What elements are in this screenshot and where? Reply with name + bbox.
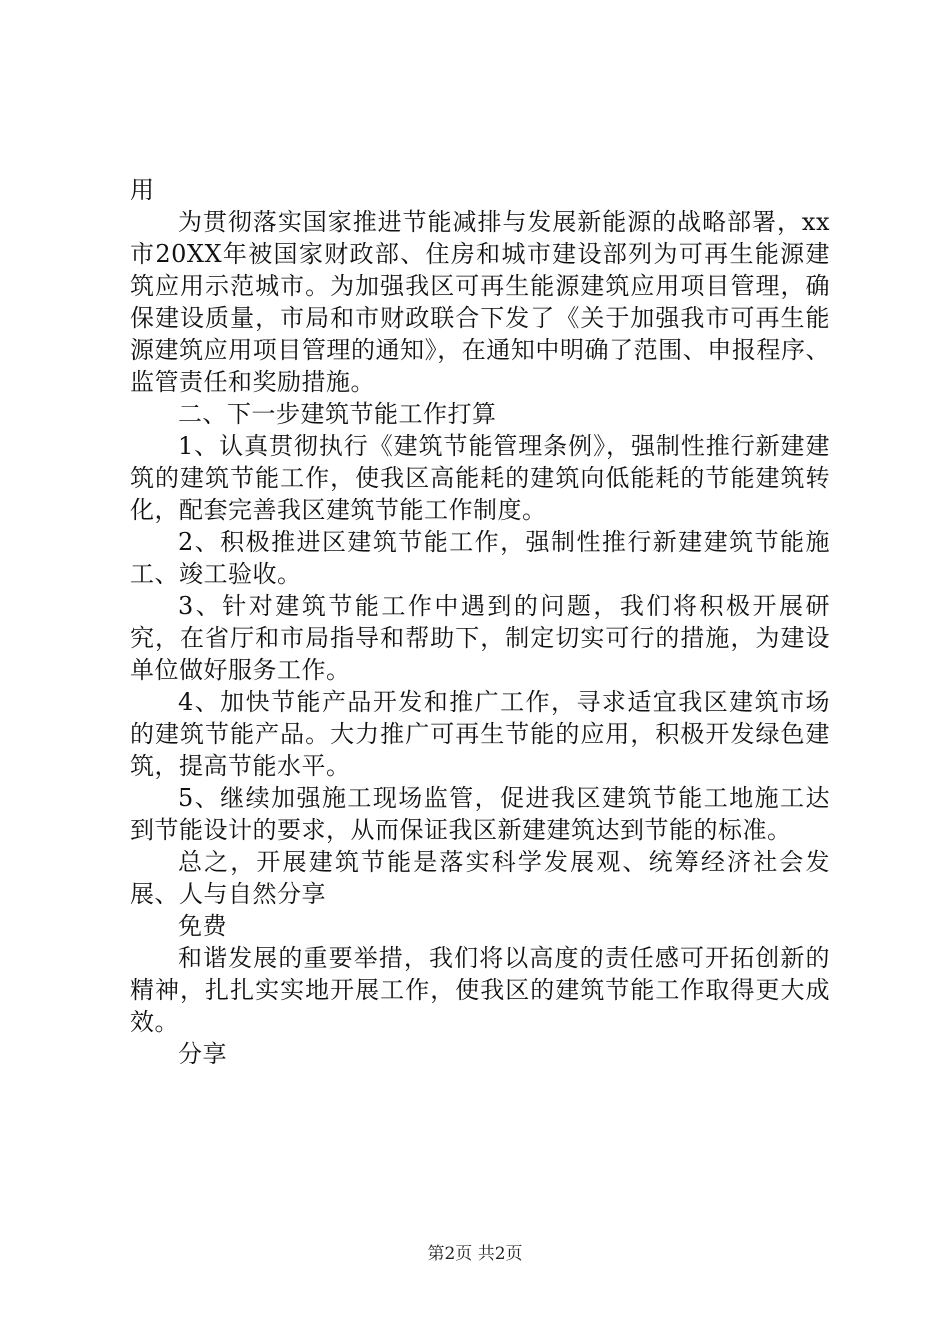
list-item-4: 4、加快节能产品开发和推广工作，寻求适宜我区建筑市场的建筑节能产品。大力推广可再生节能的应用，积极开发绿色建筑，提高节能水平。: [130, 688, 830, 780]
paragraph-conclusion: 总之，开展建筑节能是落实科学发展观、统筹经济社会发展、人与自然分享: [130, 848, 830, 908]
paragraph-conclusion-continued: 和谐发展的重要举措，我们将以高度的责任感可开拓创新的精神，扎扎实实地开展工作，使我区的建筑节能工作取得更大成效。: [130, 944, 830, 1036]
list-item-3: 3、针对建筑节能工作中遇到的问题，我们将积极开展研究，在省厅和市局指导和帮助下，制定切实可行的措施，为建设单位做好服务工作。: [130, 592, 830, 684]
list-item-2: 2、积极推进区建筑节能工作，强制性推行新建建筑节能施工、竣工验收。: [130, 528, 830, 588]
paragraph-continuation: 用: [130, 176, 155, 204]
paragraph-demonstration-city: 为贯彻落实国家推进节能减排与发展新能源的战略部署，xx市20XX年被国家财政部、住房和城市建设部列为可再生能源建筑应用示范城市。为加强我区可再生能源建筑应用项目管理，确保建设质量，市局和市财政联合下发了《关于加强我市可再生能源建筑应用项目管理的通知》，在通知中明确了范围、申报程序、监管责任和奖励措施。: [130, 208, 830, 396]
section-heading-next-steps: 二、下一步建筑节能工作打算: [178, 400, 497, 428]
page-number-footer: 第2页 共2页: [427, 1244, 523, 1264]
list-item-5: 5、继续加强施工现场监管，促进我区建筑节能工地施工达到节能设计的要求，从而保证我区新建建筑达到节能的标准。: [130, 784, 830, 844]
paragraph-free: 免费: [178, 912, 227, 940]
list-item-1: 1、认真贯彻执行《建筑节能管理条例》，强制性推行新建建筑的建筑节能工作，使我区高能耗的建筑向低能耗的节能建筑转化，配套完善我区建筑节能工作制度。: [130, 432, 830, 524]
document-body: [130, 174, 830, 1070]
paragraph-share: 分享: [178, 1040, 227, 1068]
